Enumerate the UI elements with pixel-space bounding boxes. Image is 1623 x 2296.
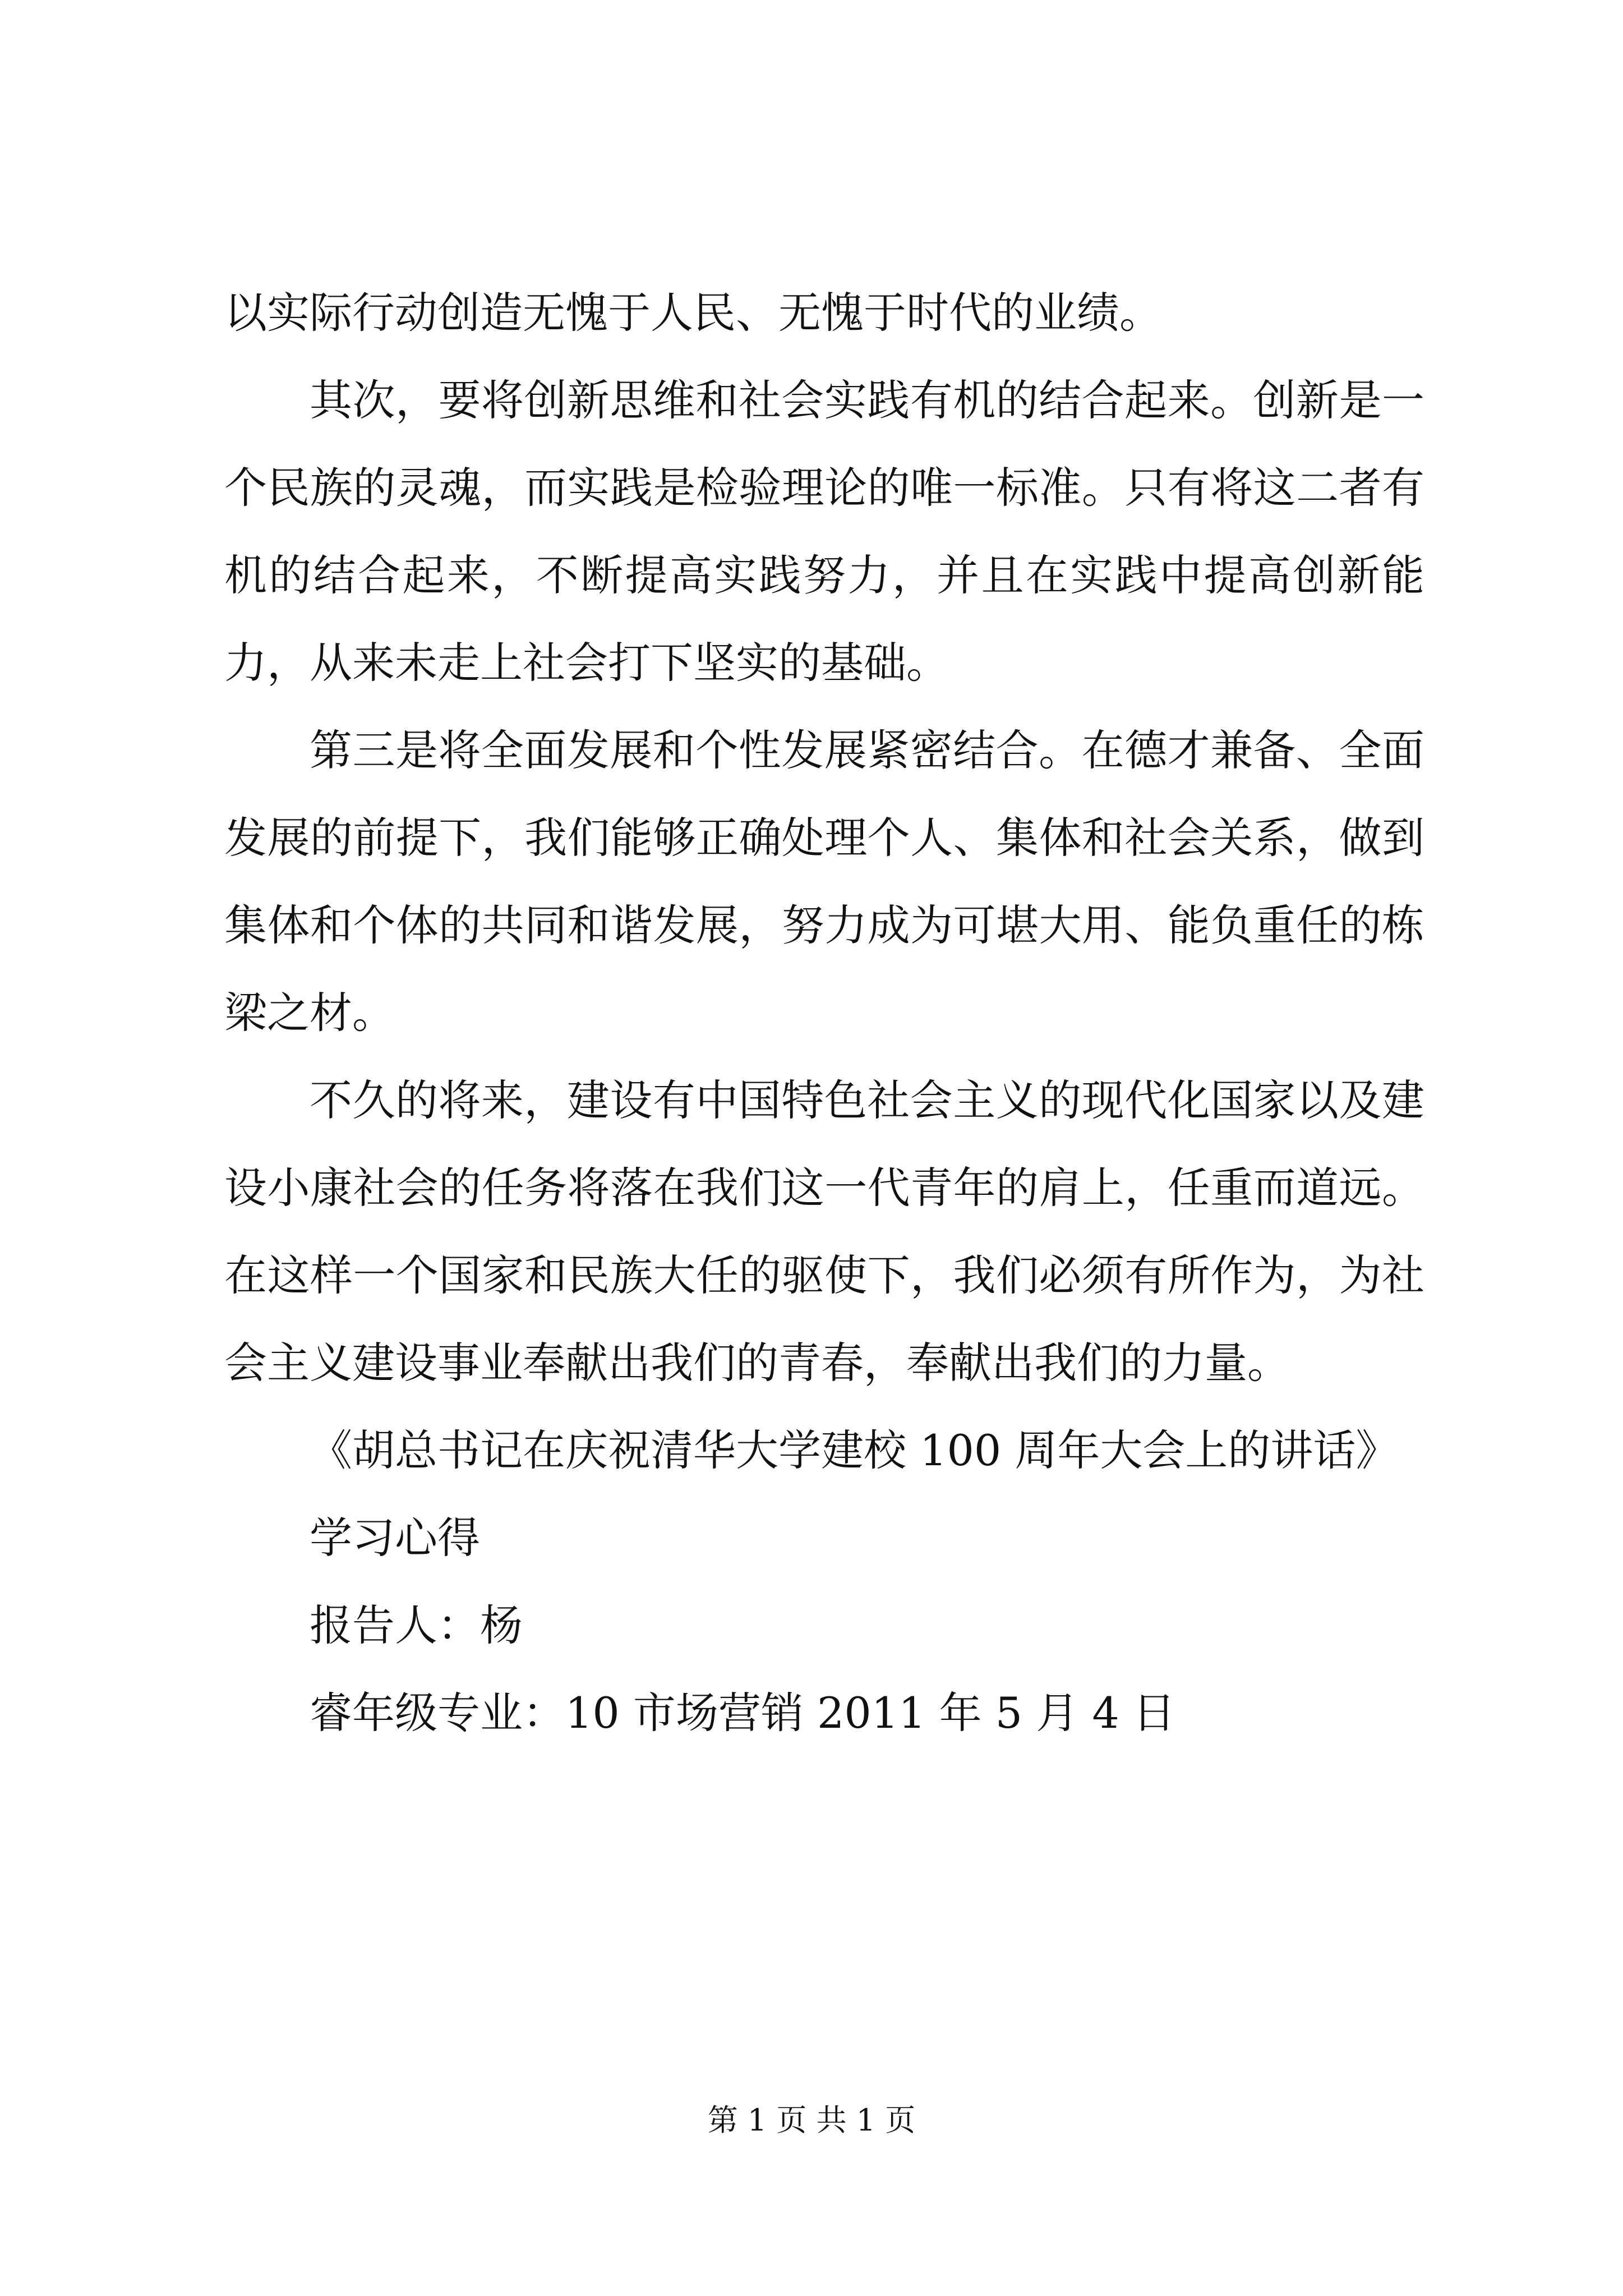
document-body: [224, 269, 1424, 1757]
paragraph-continuation: 以实际行动创造无愧于人民、无愧于时代的业绩。: [224, 288, 1162, 338]
paragraph-innovation-practice: 其次，要将创新思维和社会实践有机的结合起来。创新是一个民族的灵魂，而实践是检验理论的唯一标准。只有将这二者有机的结合起来，不断提高实践努力，并且在实践中提高创新能力，从来未走上社会打下坚实的基础。: [224, 375, 1424, 688]
paragraph-future-responsibility: 不久的将来，建设有中国特色社会主义的现代化国家以及建设小康社会的任务将落在我们这一代青年的肩上，任重而道远。在这样一个国家和民族大任的驱使下，我们必须有所作为，为社会主义建设事业奉献出我们的青春，奉献出我们的力量。: [224, 1075, 1424, 1388]
paragraph-all-round-development: 第三是将全面发展和个性发展紧密结合。在德才兼备、全面发展的前提下，我们能够正确处理个人、集体和社会关系，做到集体和个体的共同和谐发展，努力成为可堪大用、能负重任的栋梁之材。: [224, 725, 1424, 1038]
report-subtitle: 学习心得: [310, 1513, 480, 1563]
speech-title-line: 《胡总书记在庆祝清华大学建校 100 周年大会上的讲话》: [310, 1425, 1399, 1475]
class-and-date: 睿年级专业：10 市场营销 2011 年 5 月 4 日: [310, 1688, 1175, 1738]
page-footer: 第 1 页 共 1 页: [707, 2102, 916, 2138]
reporter-name: 报告人：杨: [310, 1600, 523, 1650]
